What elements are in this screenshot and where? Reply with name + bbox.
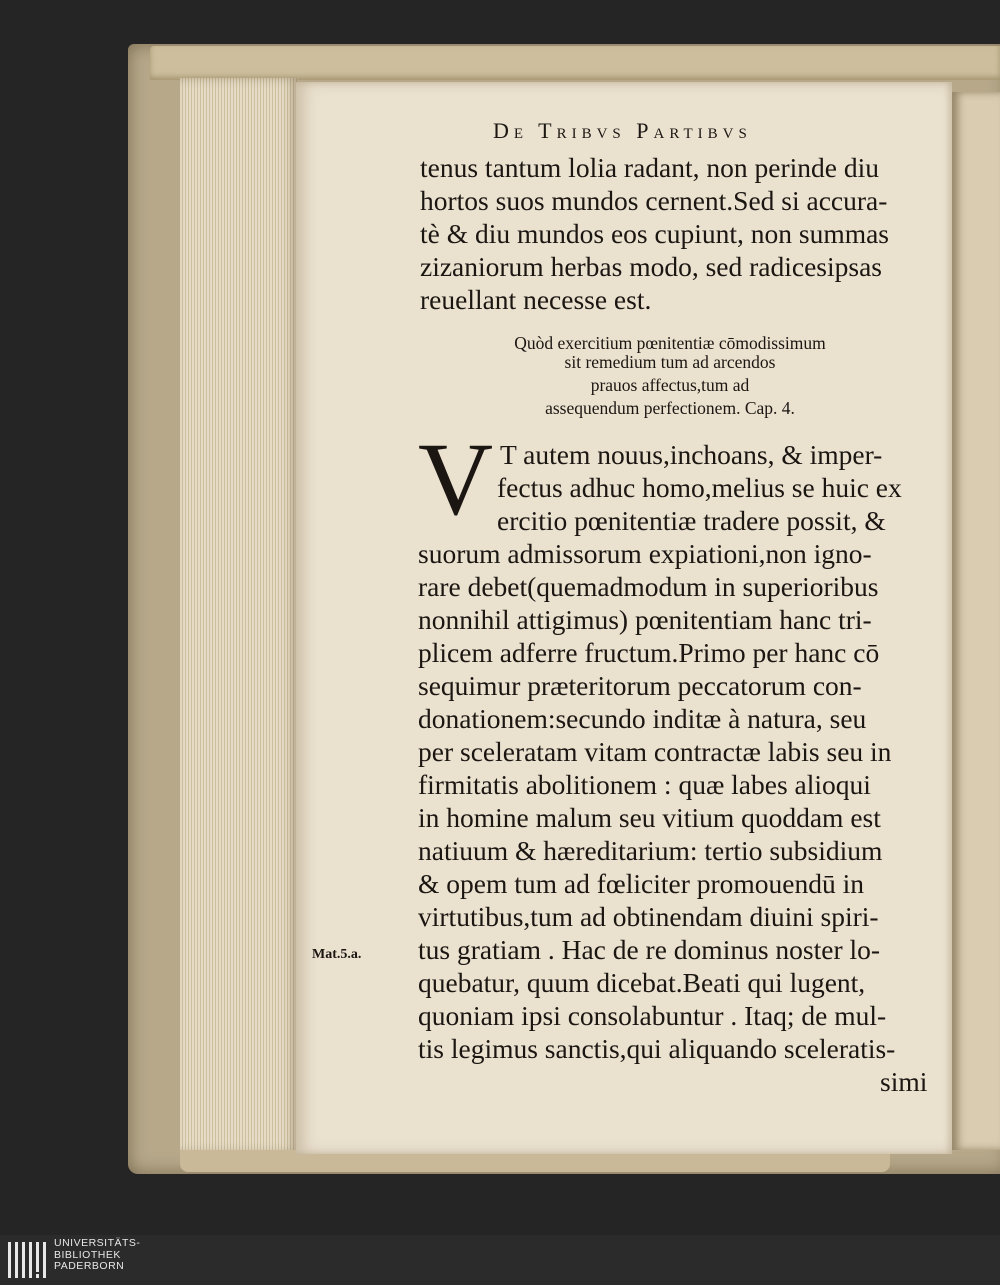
chapter-heading-line: sit remedium tum ad arcendos [564, 352, 776, 372]
catchword: simi [880, 1066, 928, 1097]
cover-top-edge [150, 46, 1000, 80]
text-line: reuellant necesse est. [420, 284, 652, 315]
text-line: firmitatis abolitionem : quæ labes alioqui [418, 769, 871, 800]
text-line: hortos suos mundos cernent.Sed si accura- [420, 185, 888, 216]
facing-page-edge [952, 92, 1000, 1150]
text-line: rare debet(quemadmodum in superioribus [418, 571, 879, 602]
text-line: tis legimus sanctis,qui aliquando sceleratis- [418, 1033, 896, 1064]
text-line: tè & diu mundos eos cupiunt, non summas [420, 218, 890, 249]
marginal-note: Mat.5.a. [312, 947, 362, 962]
library-name-line: BIBLIOTHEK [54, 1248, 121, 1261]
text-line: T autem nouus,inchoans, & imper- [500, 439, 883, 470]
text-line: tenus tantum lolia radant, non perinde diu [420, 152, 879, 183]
text-line: ercitio pœnitentiæ tradere possit, & [497, 505, 886, 536]
chapter-heading-line: Quòd exercitium pœnitentiæ cōmodissimum [514, 333, 826, 353]
library-logo-icon [8, 1240, 48, 1280]
text-line: natiuum & hæreditarium: tertio subsidium [418, 835, 883, 866]
text-line: suorum admissorum expiationi,non igno- [418, 538, 872, 569]
footer-bar [0, 1235, 1000, 1285]
text-line: quoniam ipsi consolabuntur . Itaq; de mul- [418, 1000, 887, 1031]
library-name-line: PADERBORN [54, 1260, 125, 1272]
library-name [54, 1238, 140, 1273]
text-line: quebatur, quum dicebat.Beati qui lugent, [418, 967, 866, 998]
running-head: De Tribvs Partibvs [493, 118, 752, 143]
chapter-heading-line: prauos affectus,tum ad [590, 375, 750, 395]
chapter-heading-line: assequendum perfectionem. Cap. 4. [545, 398, 795, 418]
text-line: virtutibus,tum ad obtinendam diuini spiri- [418, 901, 879, 932]
text-line: & opem tum ad fœliciter promouendū in [418, 868, 865, 899]
text-line: donationem:secundo inditæ à natura, seu [418, 703, 867, 734]
text-line: sequimur præteritorum peccatorum con- [418, 670, 862, 701]
drop-cap: V [418, 422, 494, 537]
page-stack-edge [180, 78, 298, 1153]
text-line: in homine malum seu vitium quoddam est [418, 802, 881, 833]
text-line: plicem adferre fructum.Primo per hanc cō [418, 637, 880, 668]
text-line: zizaniorum herbas modo, sed radicesipsas [420, 251, 883, 282]
text-line: nonnihil attigimus) pœnitentiam hanc tri- [418, 604, 872, 635]
library-name-line: UNIVERSITÄTS- [54, 1237, 141, 1249]
text-line: fectus adhuc homo,melius se huic ex [497, 472, 902, 503]
text-line: tus gratiam . Hac de re dominus noster lo- [418, 934, 881, 965]
text-line: per sceleratam vitam contractæ labis seu in [418, 736, 892, 767]
